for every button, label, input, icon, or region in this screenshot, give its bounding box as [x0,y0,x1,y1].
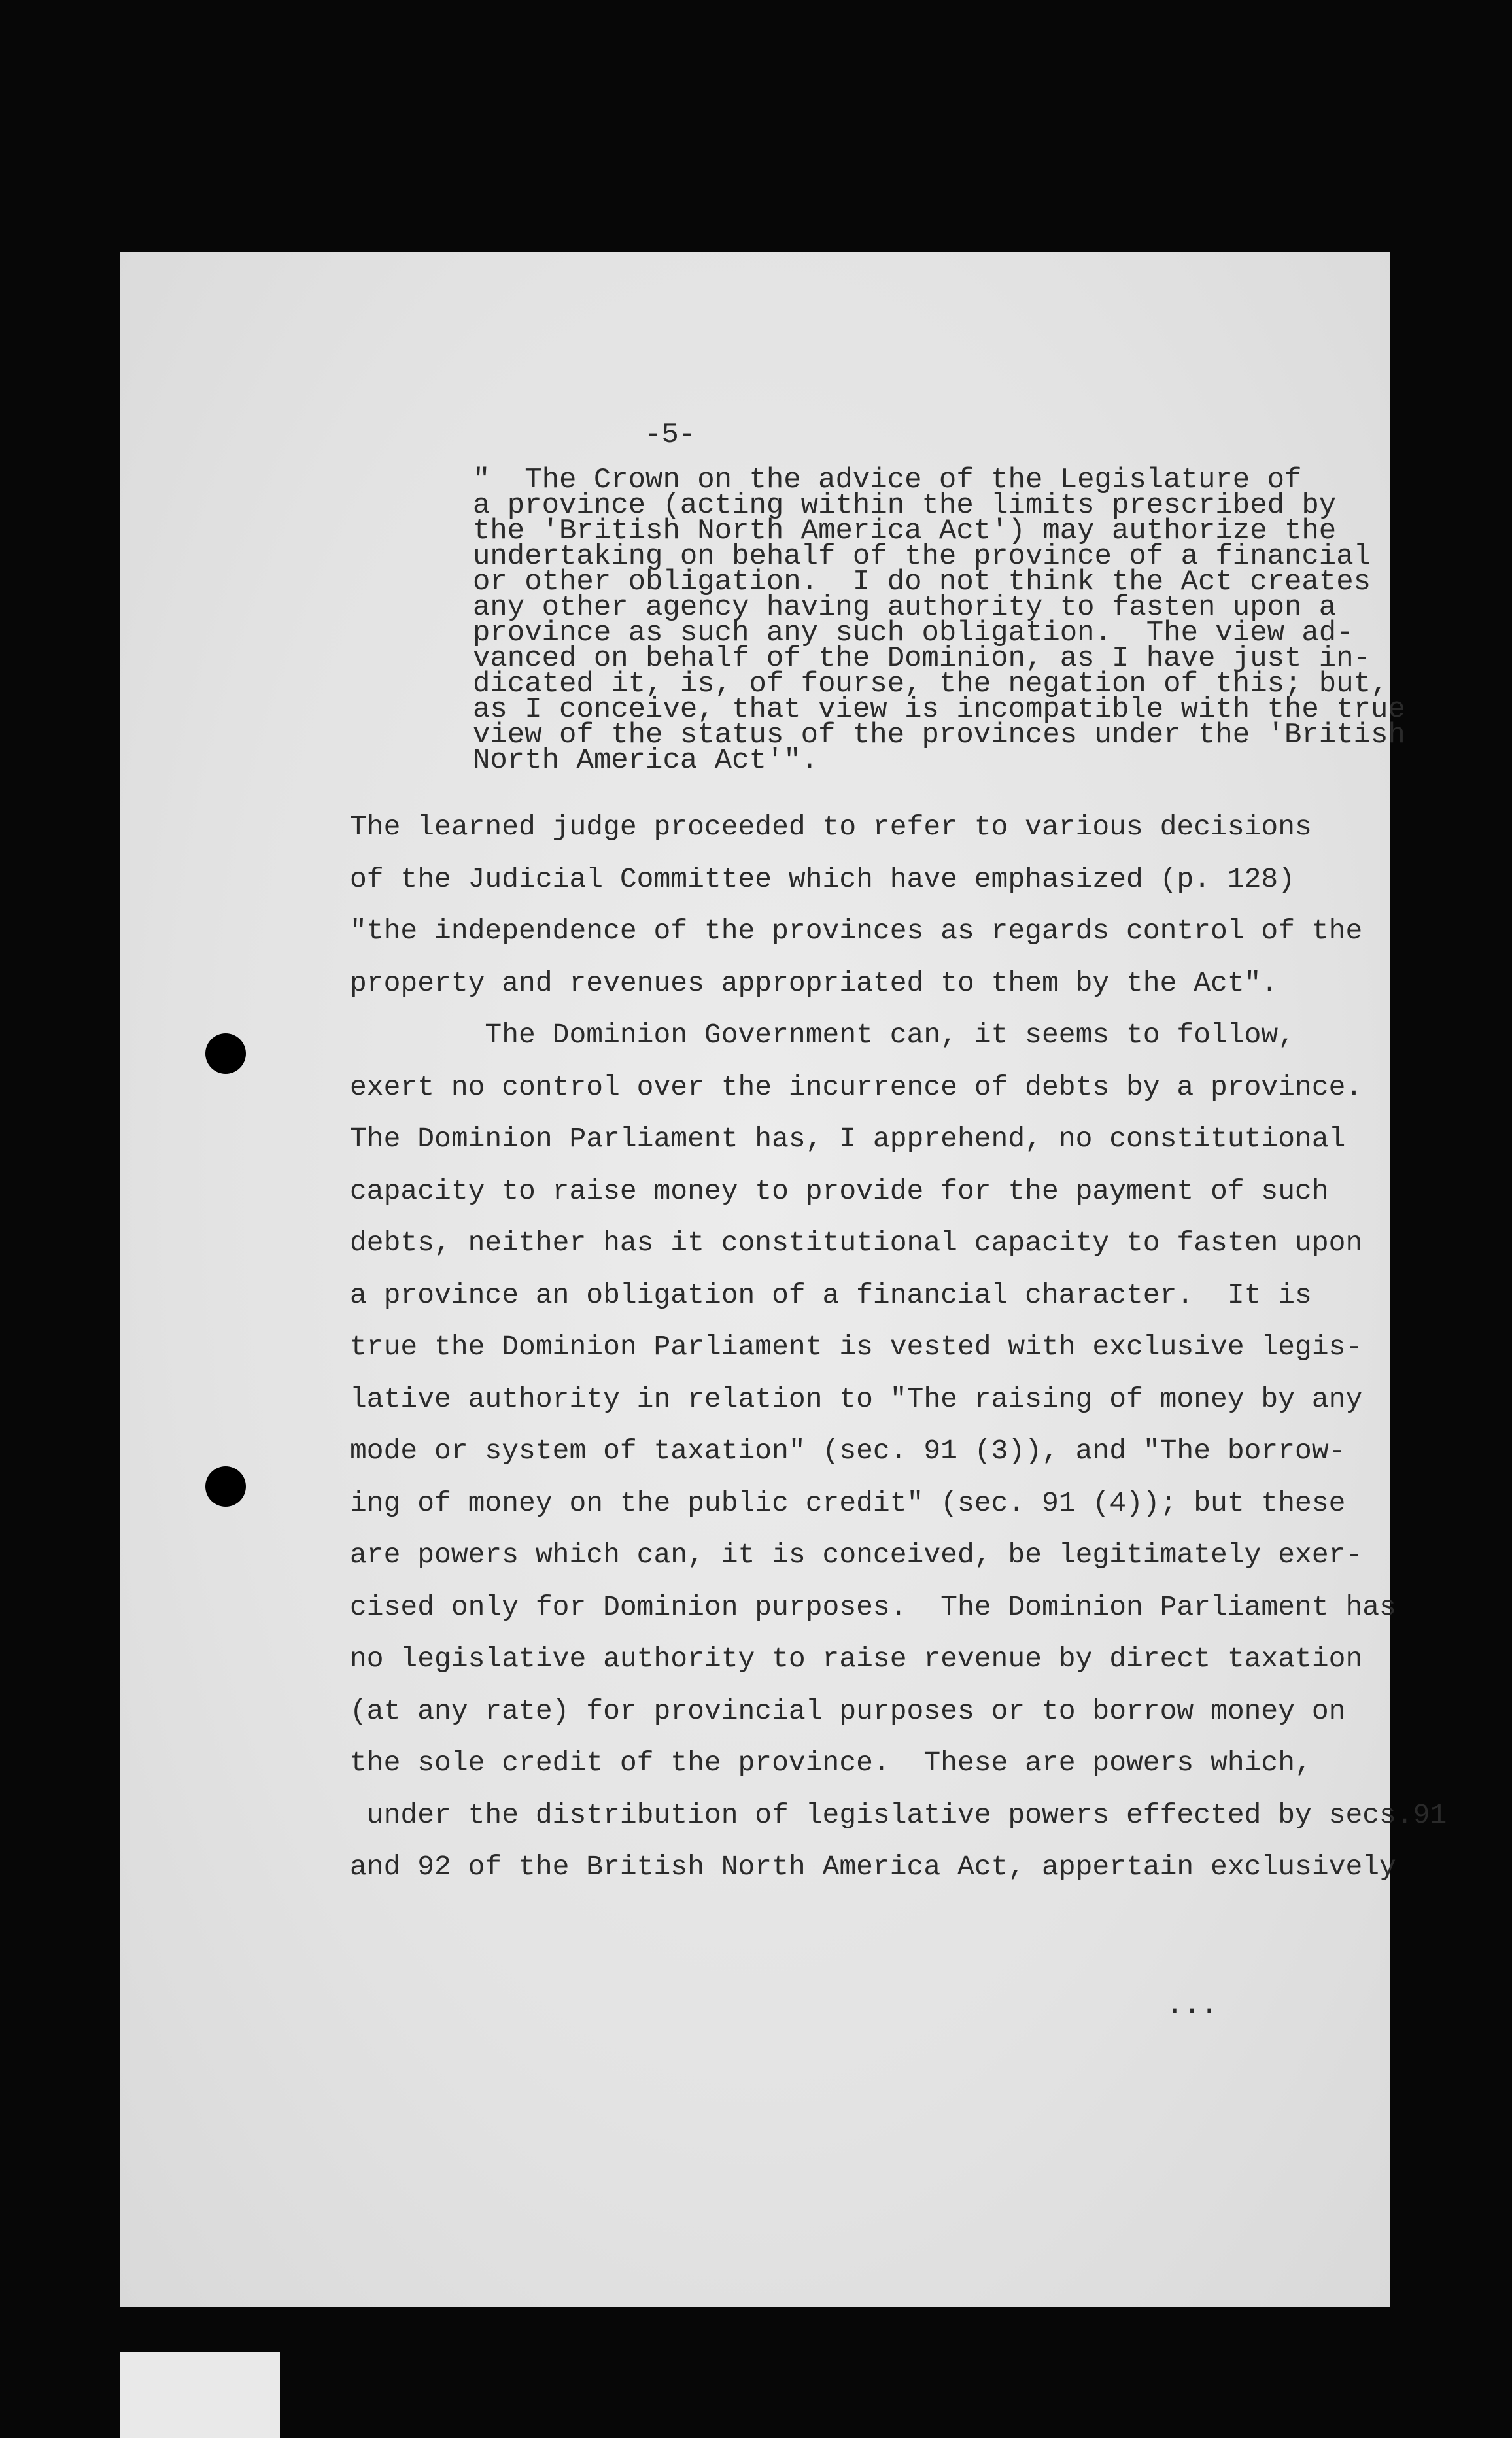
punch-hole [205,1466,246,1507]
film-frame-tab [120,2352,280,2438]
quote-line: North America Act'". [473,744,819,777]
quote-line: undertaking on behalf of the province of a financial [473,540,1371,573]
quote-line: province as such any such obligation. The view ad- [473,617,1354,649]
body-line: debts, neither has it constitutional capacity to fasten upon [350,1227,1363,1259]
body-line: a province an obligation of a financial character. It is [350,1279,1312,1311]
body-line: of the Judicial Committee which have emphasized (p. 128) [350,863,1296,895]
quote-line: any other agency having authority to fasten upon a [473,591,1337,624]
body-line: no legislative authority to raise revenue by direct taxation [350,1643,1363,1675]
body-line: the sole credit of the province. These are powers which, [350,1747,1312,1779]
punch-hole [205,1033,246,1074]
body-line: capacity to raise money to provide for the payment of such [350,1175,1329,1207]
page-number: -5- [644,419,696,451]
block-quote [473,464,1405,777]
body-line: (at any rate) for provincial purposes or to borrow money on [350,1694,1346,1727]
body-line: The learned judge proceeded to refer to various decisions [350,811,1312,843]
body-line: under the distribution of legislative powers effected by secs.91 [350,1798,1447,1831]
body-line: property and revenues appropriated to them by the Act". [350,967,1279,999]
quote-line: vanced on behalf of the Dominion, as I have just in- [473,642,1371,675]
body-line: ing of money on the public credit" (sec. 91 (4)); but these [350,1486,1346,1519]
body-line: are powers which can, it is conceived, be legitimately exer- [350,1539,1363,1571]
body-line: mode or system of taxation" (sec. 91 (3)), and "The borrow- [350,1435,1346,1467]
quote-line: " The Crown on the advice of the Legislature of [473,464,1302,496]
continuation-mark: ... [1166,1989,1218,2022]
body-line: lative authority in relation to "The raising of money by any [350,1382,1363,1415]
body-line: The Dominion Government can, it seems to follow, [350,1019,1296,1051]
body-line: true the Dominion Parliament is vested with exclusive legis- [350,1331,1363,1363]
body-line: exert no control over the incurrence of debts by a province. [350,1071,1363,1103]
body-text [350,801,1447,1893]
body-line: cised only for Dominion purposes. The Dominion Parliament has [350,1590,1396,1623]
quote-line: or other obligation. I do not think the Act creates [473,566,1371,598]
quote-line: a province (acting within the limits prescribed by [473,489,1337,522]
quote-line: as I conceive, that view is incompatible with the true [473,693,1405,726]
quote-line: the 'British North America Act') may authorize the [473,515,1337,547]
quote-line: view of the status of the provinces under the 'British [473,719,1405,751]
body-line: "the independence of the provinces as regards control of the [350,915,1363,947]
quote-line: dicated it, is, of fourse, the negation of this; but, [473,668,1388,700]
body-line: The Dominion Parliament has, I apprehend, no constitutional [350,1123,1346,1155]
body-line: and 92 of the British North America Act, appertain exclusively [350,1851,1396,1883]
